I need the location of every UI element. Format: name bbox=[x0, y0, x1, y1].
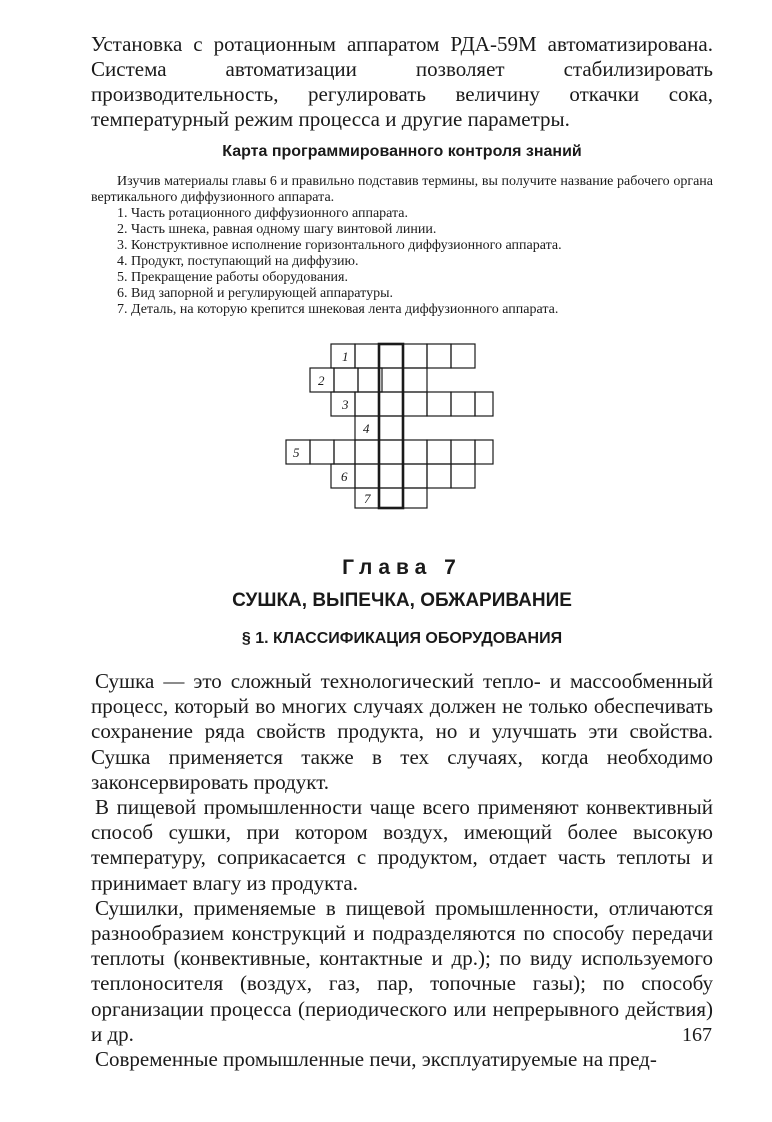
body-paragraph: Сушка — это сложный технологический тепло- и массообменный процесс, который во многих случаях должен не только обеспечивать сохранение ряда свойств продукта, но и улучшать эти свойства. Сушка применяется также в тех случаях, когда необходимо законсервировать продукт. bbox=[91, 669, 713, 794]
crossword-cell bbox=[379, 416, 403, 440]
crossword-cell bbox=[379, 464, 403, 488]
crossword-answer-column bbox=[379, 344, 403, 508]
section-title: § 1. КЛАССИФИКАЦИЯ ОБОРУДОВАНИЯ bbox=[241, 630, 563, 647]
crossword-cell bbox=[451, 392, 475, 416]
intro-paragraph: Установка с ротационным аппаратом РДА-59М автоматизирована. Система автоматизации позволяет стабилизировать производительность, регулировать величину откачки сока, температурный режим процесса и другие параметры. bbox=[91, 32, 713, 131]
crossword-cell bbox=[379, 368, 403, 392]
crossword-number-4: 4 bbox=[363, 421, 370, 436]
crossword-cell bbox=[475, 392, 493, 416]
crossword-number-3: 3 bbox=[342, 397, 349, 412]
crossword-number-5: 5 bbox=[293, 445, 300, 460]
crossword-cell bbox=[403, 344, 427, 368]
crossword-number-2: 2 bbox=[318, 373, 325, 388]
crossword-cell bbox=[355, 488, 379, 508]
knowledge-card-intro: Изучив материалы главы 6 и правильно подставив термины, вы получите название рабочего органа вертикального диффузионного аппарата. bbox=[91, 174, 713, 205]
crossword-cell bbox=[379, 344, 403, 368]
crossword-cell bbox=[403, 488, 427, 508]
question-item: 6. Вид запорной и регулирующей аппаратуры. bbox=[117, 286, 393, 301]
chapter-label: Глава 7 bbox=[342, 556, 462, 579]
crossword-cell bbox=[451, 344, 475, 368]
crossword-cell bbox=[355, 440, 379, 464]
crossword-cell bbox=[355, 464, 379, 488]
crossword-cell bbox=[355, 416, 379, 440]
crossword-cell bbox=[331, 464, 355, 488]
crossword-cell bbox=[331, 344, 355, 368]
crossword-cell bbox=[310, 368, 334, 392]
crossword-cell bbox=[403, 368, 427, 392]
crossword-cell bbox=[403, 440, 427, 464]
crossword-cell bbox=[475, 440, 493, 464]
body-paragraph: В пищевой промышленности чаще всего применяют конвективный способ сушки, при котором воздух, имеющий более высокую температуру, соприкасается с продуктом, отдает часть теплоты и принимает влагу из продукта. bbox=[91, 795, 713, 895]
chapter-title: СУШКА, ВЫПЕЧКА, ОБЖАРИВАНИЕ bbox=[232, 590, 572, 611]
knowledge-card-questions bbox=[91, 174, 713, 318]
crossword-cell bbox=[355, 344, 379, 368]
crossword-cell bbox=[379, 440, 403, 464]
question-item: 7. Деталь, на которую крепится шнековая лента диффузионного аппарата. bbox=[117, 302, 559, 317]
question-item: 1. Часть ротационного диффузионного аппарата. bbox=[117, 206, 409, 221]
crossword-number-6: 6 bbox=[341, 469, 348, 484]
crossword-cell bbox=[427, 344, 451, 368]
crossword-cell bbox=[379, 488, 403, 508]
crossword-cell bbox=[334, 368, 358, 392]
crossword-cell bbox=[379, 392, 403, 416]
crossword-cell bbox=[403, 392, 427, 416]
page-number: 167 bbox=[682, 1024, 712, 1046]
question-item: 3. Конструктивное исполнение горизонтального диффузионного аппарата. bbox=[117, 238, 562, 253]
body-paragraph: Сушилки, применяемые в пищевой промышленности, отличаются разнообразием конструкций и подразделяются по способу передачи теплоты (конвективные, контактные и др.); по виду используемого теплоносителя (воздух, газ, пар, топочные газы); по способу организации процесса (периодического или непрерывного действия) и др. bbox=[91, 895, 713, 1046]
crossword-cell bbox=[286, 440, 310, 464]
crossword-cell bbox=[358, 368, 382, 392]
crossword-cell bbox=[331, 392, 355, 416]
crossword-cell bbox=[355, 392, 379, 416]
crossword-cell bbox=[451, 464, 475, 488]
crossword-cell bbox=[427, 392, 451, 416]
question-item: 5. Прекращение работы оборудования. bbox=[117, 270, 348, 285]
crossword-number-7: 7 bbox=[364, 491, 371, 506]
crossword-cell bbox=[334, 440, 355, 464]
crossword-cell bbox=[451, 440, 475, 464]
crossword-cell bbox=[427, 440, 451, 464]
body-paragraph: Современные промышленные печи, эксплуатируемые на пред- bbox=[95, 1047, 657, 1072]
question-item: 4. Продукт, поступающий на диффузию. bbox=[117, 254, 359, 269]
crossword-cell bbox=[427, 464, 451, 488]
crossword-number-1: 1 bbox=[342, 349, 349, 364]
crossword-cell bbox=[403, 464, 427, 488]
knowledge-card-title: Карта программированного контроля знаний bbox=[222, 143, 582, 160]
question-item: 2. Часть шнека, равная одному шагу винтовой линии. bbox=[117, 222, 437, 237]
question-list bbox=[91, 206, 713, 318]
body-text bbox=[91, 669, 713, 1072]
crossword-cell bbox=[310, 440, 334, 464]
